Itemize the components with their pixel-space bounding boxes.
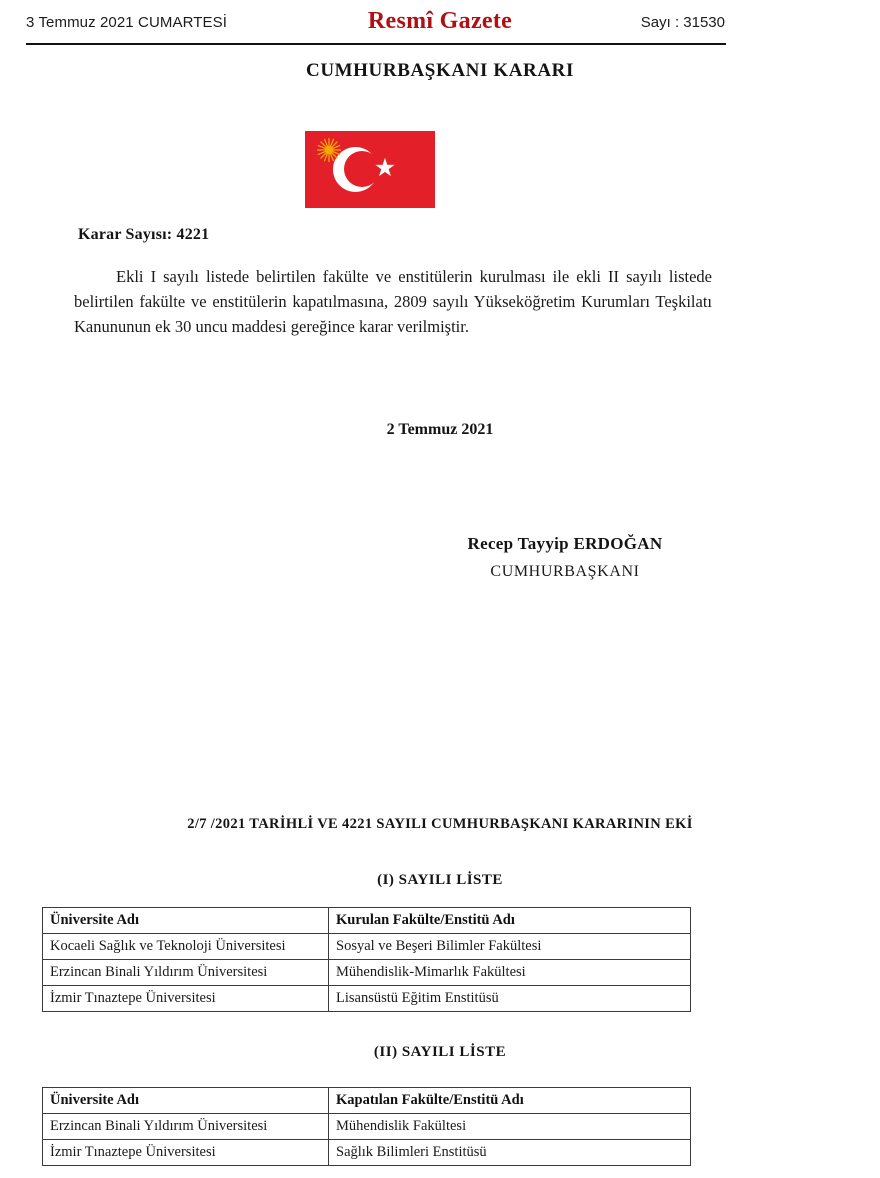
flag-sun-emblem-icon (316, 137, 342, 163)
header-divider-rule (26, 43, 726, 45)
signatory-role: CUMHURBAŞKANI (490, 563, 640, 580)
annex-table-established (42, 907, 691, 1012)
table-row (43, 986, 691, 1012)
turkish-presidential-flag-icon (305, 131, 435, 208)
list-caption-2: (II) SAYILI LİSTE (373, 1044, 507, 1060)
gazette-header (0, 0, 880, 48)
column-header-university: Üniversite Adı (43, 908, 329, 934)
decree-body-text: Ekli I sayılı listede belirtilen fakülte ve enstitülerin kurulması ile ekli II sayılı listede belirtilen fakülte ve enstitülerin kapatılmasına, 2809 sayılı Yükseköğretim Kurumları Teşkilatı Kanununun ek 30 uncu maddesi gereğince karar verilmiştir. (74, 267, 712, 336)
cell-faculty: Lisansüstü Eğitim Enstitüsü (329, 986, 691, 1012)
cell-university: Kocaeli Sağlık ve Teknoloji Üniversitesi (43, 934, 329, 960)
list-caption-1: (I) SAYILI LİSTE (377, 872, 503, 888)
column-header-university: Üniversite Adı (43, 1088, 329, 1114)
table-row (43, 960, 691, 986)
cell-faculty: Sosyal ve Beşeri Bilimler Fakültesi (329, 934, 691, 960)
publication-date: 3 Temmuz 2021 CUMARTESİ (26, 14, 227, 31)
signatory-name: Recep Tayyip ERDOĞAN (467, 534, 663, 553)
cell-faculty: Sağlık Bilimleri Enstitüsü (329, 1140, 691, 1166)
issue-number: Sayı : 31530 (640, 14, 725, 31)
cell-faculty: Mühendislik Fakültesi (329, 1114, 691, 1140)
annex-table-closed (42, 1087, 691, 1166)
column-header-faculty: Kapatılan Fakülte/Enstitü Adı (329, 1088, 691, 1114)
table-header-row (43, 908, 691, 934)
cell-university: İzmir Tınaztepe Üniversitesi (43, 1140, 329, 1166)
annex-heading: 2/7 /2021 TARİHLİ VE 4221 SAYILI CUMHURBAŞKANI KARARININ EKİ (187, 816, 693, 832)
table-row (43, 934, 691, 960)
cell-faculty: Mühendislik-Mimarlık Fakültesi (329, 960, 691, 986)
cell-university: İzmir Tınaztepe Üniversitesi (43, 986, 329, 1012)
cell-university: Erzincan Binali Yıldırım Üniversitesi (43, 1114, 329, 1140)
table-row (43, 1114, 691, 1140)
table-row (43, 1140, 691, 1166)
signature-block (390, 534, 740, 581)
decree-number: Karar Sayısı: 4221 (78, 226, 210, 243)
table-header-row (43, 1088, 691, 1114)
decision-date: 2 Temmuz 2021 (386, 421, 494, 438)
column-header-faculty: Kurulan Fakülte/Enstitü Adı (329, 908, 691, 934)
flag-star-icon: ★ (373, 155, 397, 182)
masthead-title: Resmî Gazete (367, 8, 513, 34)
page-title: CUMHURBAŞKANI KARARI (306, 60, 574, 81)
cell-university: Erzincan Binali Yıldırım Üniversitesi (43, 960, 329, 986)
